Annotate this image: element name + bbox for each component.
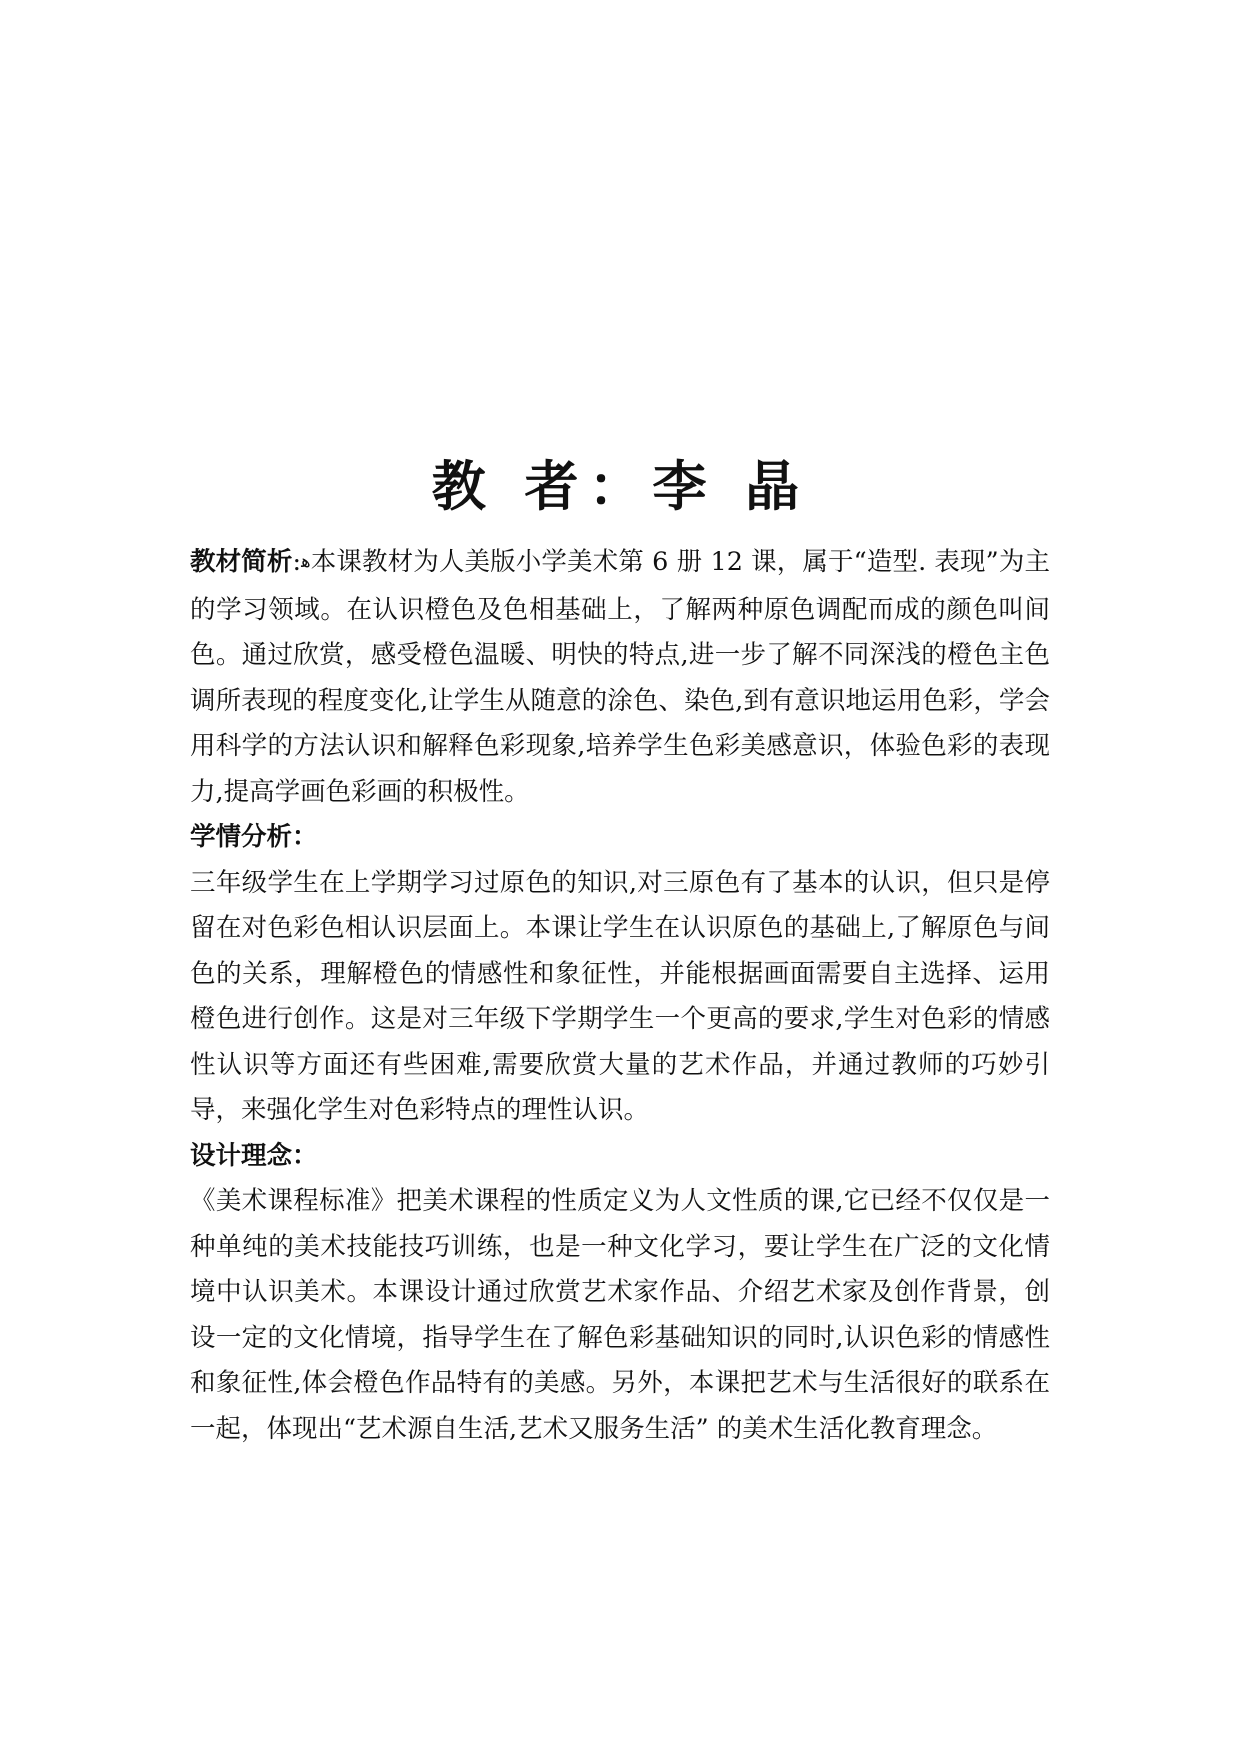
section-heading-student-analysis: 学情分析： <box>190 822 318 852</box>
section-heading-design-concept: 设计理念： <box>190 1140 318 1171</box>
section-heading-textbook-analysis: 教材简析 <box>190 547 293 577</box>
section-body-student-analysis: 三年级学生在上学期学习过原色的知识,对三原色有了基本的认识，但只是停留在对色彩色相认识层面上。本课让学生在认识原色的基础上,了解原色与间色的关系，理解橙色的情感性和象征性，并能根据画面需要自主选择、运用橙色进行创作。这是对三年级下学期学生一个更高的要求,学生对色彩的情感性认识等方面还有些困难,需要欣赏大量的艺术作品，并通过教师的巧妙引导，来强化学生对色彩特点的理性认识。 <box>190 867 1050 1125</box>
section-textbook-analysis <box>190 540 1050 815</box>
inline-mark: ﻫ <box>301 551 311 572</box>
heading-separator: : <box>292 547 302 577</box>
document-content <box>190 540 1050 1452</box>
page-title: 教 者：李 晶 <box>431 455 810 518</box>
section-body-textbook-analysis: 本课教材为人美版小学美术第 6 册 12 课，属于“造型. 表现”为主的学习领域。在认识橙色及色相基础上，了解两种原色调配而成的颜色叫间色。通过欣赏，感受橙色温暖、明快的特点,进一步了解不同深浅的橙色主色调所表现的程度变化,让学生从随意的涂色、染色,到有意识地运用色彩，学会用科学的方法认识和解释色彩现象,培养学生色彩美感意识，体验色彩的表现力,提高学画色彩画的积极性。 <box>190 547 1050 807</box>
section-body-design-concept: 《美术课程标准》把美术课程的性质定义为人文性质的课,它已经不仅仅是一种单纯的美术技能技巧训练，也是一种文化学习，要让学生在广泛的文化情境中认识美术。本课设计通过欣赏艺术家作品、介绍艺术家及创作背景，创设一定的文化情境，指导学生在了解色彩基础知识的同时,认识色彩的情感性和象征性,体会橙色作品特有的美感。另外，本课把艺术与生活很好的联系在一起，体现出“艺术源自生活,艺术又服务生活” 的美术生活化教育理念。 <box>190 1186 1050 1444</box>
